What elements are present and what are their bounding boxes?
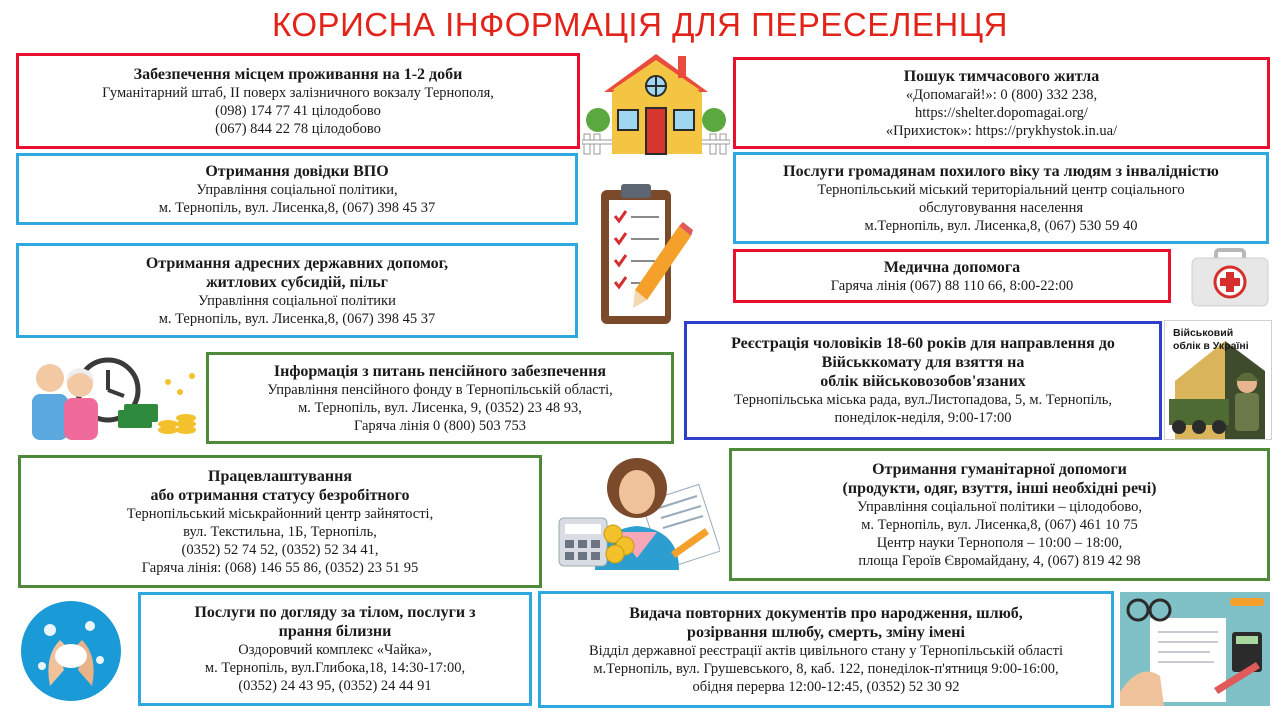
card-text-line: вул. Текстильна, 1Б, Тернопіль, [183,523,377,540]
card-text-line: Управління пенсійного фонду в Тернопільській області, [267,381,613,398]
first-aid-kit-icon [1190,248,1270,308]
house-illustration [582,48,730,158]
card-heading: Медична допомога [883,258,1021,276]
card-text-line: м. Тернопіль, вул. Лисенка,8, (067) 461 10 75 [861,516,1138,533]
card-text-line: Гуманітарний штаб, ІІ поверх залізничного вокзалу Тернополя, [102,84,494,101]
card-heading: Забезпечення місцем проживання на 1-2 доби [133,65,463,83]
card-heading: Інформація з питань пенсійного забезпечення [273,362,607,380]
card-heading: житлових субсидій, пільг [206,273,388,291]
card-text-line: обідня перерва 12:00-12:45, (0352) 52 30 92 [692,678,960,695]
card-housing [16,53,580,149]
card-text-line: Тернопільський міський територіальний центр соціального [817,181,1185,198]
card-heading: Військкомату для взяття на [821,354,1025,371]
card-heading: Видача повторних документів про народження, шлюб, [629,604,1023,622]
card-text-line: Управління соціальної політики [198,292,396,309]
card-heading: Послуги по догляду за тілом, послуги з [194,604,476,621]
card-text-line: Гаряча лінія 0 (800) 503 753 [353,417,527,434]
card-employment [18,455,542,588]
card-text-line: м. Тернопіль, вул. Лисенка,8, (067) 398 45 37 [158,199,436,216]
card-heading: або отримання статусу безробітного [150,486,410,504]
card-heading: Пошук тимчасового житла [903,67,1100,85]
card-text-line: Гаряча лінія (067) 88 110 66, 8:00-22:00 [830,277,1074,294]
card-text-line: Тернопільська міська рада, вул.Листопадова, 5, м. Тернопіль, [733,392,1113,408]
military-registration-image [1164,320,1272,440]
card-text-line: м. Тернопіль, вул. Лисенка, 9, (0352) 23 48 93, [298,399,582,416]
card-text-line: (067) 844 22 78 цілодобово [215,120,381,137]
card-text-line: (0352) 52 74 52, (0352) 52 34 41, [181,541,379,558]
card-text-line: м. Тернопіль, вул. Лисенка,8, (067) 398 45 37 [158,310,436,327]
card-text-line: Оздоровчий комплекс «Чайка», [238,642,432,658]
card-text-line: https://shelter.dopomagai.org/ [915,104,1088,121]
card-text-line: (0352) 24 43 95, (0352) 24 44 91 [238,678,432,694]
card-text-line: обслуговування населення [919,199,1083,216]
card-text-line: площа Героїв Євромайдану, 4, (067) 819 42 98 [858,552,1141,569]
card-heading: Реєстрація чоловіків 18-60 років для направлення до [731,335,1115,352]
card-heading: прання білизни [278,623,392,640]
handwashing-icon [20,600,122,702]
card-text-line: Гаряча лінія: (068) 146 55 86, (0352) 23 51 95 [141,559,419,576]
card-pension [206,352,674,444]
card-text-line: Відділ державної реєстрації актів цивільного стану у Тернопільській області [589,642,1063,659]
card-text-line: «Допомагай!»: 0 (800) 332 238, [905,86,1098,103]
card-heading: Отримання довідки ВПО [205,162,389,180]
card-military-registration [684,321,1162,440]
card-heading: Працевлаштування [208,467,352,485]
card-text-line: (098) 174 77 41 цілодобово [215,102,381,119]
card-medical [733,249,1171,303]
card-vpo-certificate [16,153,578,225]
card-text-line: м.Тернопіль, вул. Грушевського, 8, каб. 122, понеділок-п'ятниця 9:00-16:00, [593,660,1059,677]
card-heading: Отримання адресних державних допомог, [145,254,449,272]
military-badge-line-1: Військовий [1173,327,1234,339]
page-title: КОРИСНА ІНФОРМАЦІЯ ДЛЯ ПЕРЕСЕЛЕНЦЯ [272,6,1008,43]
card-heading: облік військовозобов'язаних [820,373,1026,390]
card-heading: (продукти, одяг, взуття, інші необхідні речі) [842,479,1157,497]
woman-calculator-illustration [555,448,720,570]
documents-paperwork-illustration [1120,592,1270,706]
card-civil-documents [538,591,1114,708]
card-text-line: Центр науки Тернополя – 10:00 – 18:00, [876,534,1123,551]
military-badge-line-2: облік в Україні [1173,340,1249,352]
card-heading: Отримання гуманітарної допомоги [872,460,1127,478]
card-hygiene [138,592,532,706]
card-temporary-housing [733,57,1270,149]
card-text-line: «Прихисток»: https://prykhystok.in.ua/ [885,122,1118,139]
card-heading: Послуги громадянам похилого віку та людям з інвалідністю [783,162,1219,180]
card-text-line: Управління соціальної політики, [196,181,398,198]
clipboard-checklist-icon [595,182,695,332]
elderly-couple-clock-illustration [18,352,200,444]
card-text-line: м.Тернопіль, вул. Лисенка,8, (067) 530 59 40 [864,217,1138,234]
card-text-line: Управління соціальної політики – цілодобово, [857,498,1142,515]
card-text-line: Тернопільський міськрайонний центр зайнятості, [126,505,434,522]
card-humanitarian-aid [729,448,1270,581]
card-text-line: понеділок-неділя, 9:00-17:00 [834,410,1012,426]
card-elderly-disabled [733,152,1269,244]
card-text-line: м. Тернопіль, вул.Глибока,18, 14:30-17:00, [204,660,466,676]
card-heading: розірвання шлюбу, смерть, зміну імені [687,623,965,641]
card-subsidies [16,243,578,338]
